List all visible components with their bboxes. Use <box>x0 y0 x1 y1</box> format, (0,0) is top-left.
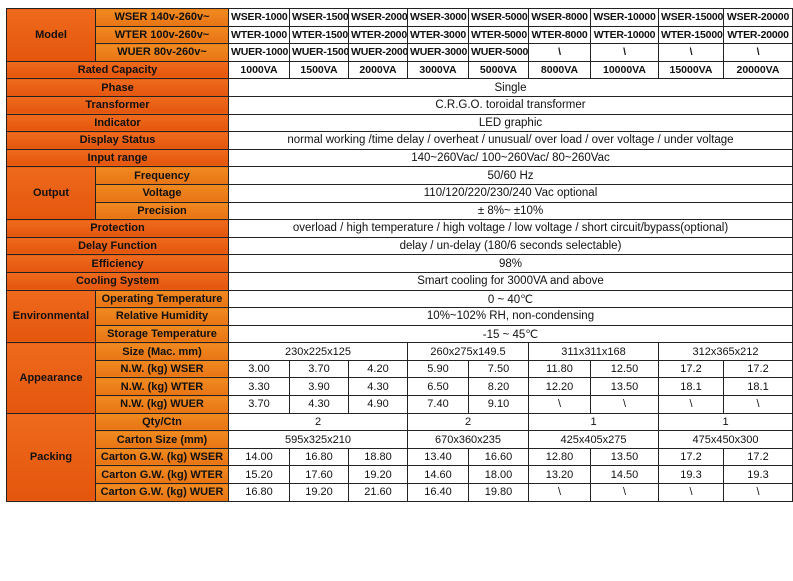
humidity-value: 10%~102% RH, non-condensing <box>229 308 793 326</box>
weight-cell: 3.70 <box>229 396 290 414</box>
weight-cell: \ <box>659 396 724 414</box>
gw-wuer-label: Carton G.W. (kg) WUER <box>96 484 229 502</box>
gross-weight-cell: 17.2 <box>724 448 793 466</box>
environmental-label: Environmental <box>7 290 96 343</box>
precision-value: ± 8%~ ±10% <box>229 202 793 220</box>
gw-wser-row <box>7 448 793 466</box>
spec-table <box>6 8 793 502</box>
model-cell: WTER-3000 <box>408 26 469 44</box>
weight-cell: 3.70 <box>290 360 349 378</box>
model-cell: WSER-1000 <box>229 9 290 27</box>
nw-wuer-row <box>7 396 793 414</box>
weight-cell: 4.30 <box>290 396 349 414</box>
weight-cell: 5.90 <box>408 360 469 378</box>
gross-weight-cell: \ <box>659 484 724 502</box>
model-cell: WTER-20000 <box>724 26 793 44</box>
gross-weight-cell: 19.3 <box>659 466 724 484</box>
input-range-row <box>7 149 793 167</box>
model-cell: WSER-8000 <box>529 9 591 27</box>
capacity-cell: 2000VA <box>349 61 408 79</box>
protection-label: Protection <box>7 220 229 238</box>
weight-cell: 3.00 <box>229 360 290 378</box>
transformer-value: C.R.G.O. toroidal transformer <box>229 96 793 114</box>
carton-size-cell: 425x405x275 <box>529 431 659 449</box>
delay-function-row <box>7 237 793 255</box>
qty-cell: 2 <box>229 413 408 431</box>
storage-temp-value: -15 ~ 45℃ <box>229 325 793 343</box>
phase-label: Phase <box>7 79 229 97</box>
gw-wser-label: Carton G.W. (kg) WSER <box>96 448 229 466</box>
storage-temp-label: Storage Temperature <box>96 325 229 343</box>
gross-weight-cell: 18.00 <box>469 466 529 484</box>
phase-value: Single <box>229 79 793 97</box>
weight-cell: 12.20 <box>529 378 591 396</box>
output-label: Output <box>7 167 96 220</box>
weight-cell: \ <box>529 396 591 414</box>
carton-size-label: Carton Size (mm) <box>96 431 229 449</box>
model-cell: WSER-1500 <box>290 9 349 27</box>
gross-weight-cell: 13.40 <box>408 448 469 466</box>
capacity-cell: 8000VA <box>529 61 591 79</box>
weight-cell: \ <box>591 396 659 414</box>
model-cell: \ <box>724 44 793 62</box>
gross-weight-cell: 13.20 <box>529 466 591 484</box>
cooling-value: Smart cooling for 3000VA and above <box>229 272 793 290</box>
model-cell: WSER-15000 <box>659 9 724 27</box>
indicator-row <box>7 114 793 132</box>
input-range-value: 140~260Vac/ 100~260Vac/ 80~260Vac <box>229 149 793 167</box>
transformer-label: Transformer <box>7 96 229 114</box>
humidity-row <box>7 308 793 326</box>
model-cell: WTER-15000 <box>659 26 724 44</box>
delay-function-label: Delay Function <box>7 237 229 255</box>
gross-weight-cell: 21.60 <box>349 484 408 502</box>
series-wuer-label: WUER 80v-260v~ <box>96 44 229 62</box>
output-frequency-row <box>7 167 793 185</box>
operating-temp-row <box>7 290 793 308</box>
weight-cell: 6.50 <box>408 378 469 396</box>
capacity-cell: 5000VA <box>469 61 529 79</box>
model-cell: WTER-8000 <box>529 26 591 44</box>
model-cell: WUER-2000 <box>349 44 408 62</box>
gross-weight-cell: 16.60 <box>469 448 529 466</box>
size-cell: 260x275x149.5 <box>408 343 529 361</box>
display-status-label: Display Status <box>7 132 229 150</box>
model-row-wuer <box>7 44 793 62</box>
humidity-label: Relative Humidity <box>96 308 229 326</box>
model-cell: WSER-20000 <box>724 9 793 27</box>
model-cell: WSER-10000 <box>591 9 659 27</box>
efficiency-row <box>7 255 793 273</box>
size-label: Size (Mac. mm) <box>96 343 229 361</box>
weight-cell: \ <box>724 396 793 414</box>
gw-wter-label: Carton G.W. (kg) WTER <box>96 466 229 484</box>
model-row-wser <box>7 9 793 27</box>
model-cell: WSER-5000 <box>469 9 529 27</box>
capacity-cell: 10000VA <box>591 61 659 79</box>
gross-weight-cell: 16.40 <box>408 484 469 502</box>
weight-cell: 18.1 <box>724 378 793 396</box>
efficiency-label: Efficiency <box>7 255 229 273</box>
gross-weight-cell: \ <box>591 484 659 502</box>
gross-weight-cell: 19.3 <box>724 466 793 484</box>
display-status-value: normal working /time delay / overheat / unusual/ over load / over voltage / under voltage <box>229 132 793 150</box>
carton-size-cell: 670x360x235 <box>408 431 529 449</box>
voltage-label: Voltage <box>96 184 229 202</box>
gross-weight-cell: \ <box>724 484 793 502</box>
weight-cell: 17.2 <box>724 360 793 378</box>
model-cell: WUER-5000 <box>469 44 529 62</box>
weight-cell: 9.10 <box>469 396 529 414</box>
cooling-row <box>7 272 793 290</box>
output-voltage-row <box>7 184 793 202</box>
size-cell: 230x225x125 <box>229 343 408 361</box>
weight-cell: 7.40 <box>408 396 469 414</box>
carton-size-cell: 475x450x300 <box>659 431 793 449</box>
gross-weight-cell: 15.20 <box>229 466 290 484</box>
cooling-label: Cooling System <box>7 272 229 290</box>
gw-wuer-row <box>7 484 793 502</box>
transformer-row <box>7 96 793 114</box>
model-cell: WSER-2000 <box>349 9 408 27</box>
efficiency-value: 98% <box>229 255 793 273</box>
weight-cell: 7.50 <box>469 360 529 378</box>
rated-capacity-label: Rated Capacity <box>7 61 229 79</box>
capacity-cell: 3000VA <box>408 61 469 79</box>
gross-weight-cell: 14.60 <box>408 466 469 484</box>
capacity-cell: 15000VA <box>659 61 724 79</box>
model-cell: WSER-3000 <box>408 9 469 27</box>
model-cell: \ <box>659 44 724 62</box>
capacity-cell: 1000VA <box>229 61 290 79</box>
carton-size-cell: 595x325x210 <box>229 431 408 449</box>
protection-value: overload / high temperature / high voltage / low voltage / short circuit/bypass(optional) <box>229 220 793 238</box>
model-cell: WTER-2000 <box>349 26 408 44</box>
weight-cell: 11.80 <box>529 360 591 378</box>
model-cell: WTER-1000 <box>229 26 290 44</box>
gross-weight-cell: 13.50 <box>591 448 659 466</box>
gross-weight-cell: 17.2 <box>659 448 724 466</box>
size-row <box>7 343 793 361</box>
storage-temp-row <box>7 325 793 343</box>
weight-cell: 18.1 <box>659 378 724 396</box>
weight-cell: 3.90 <box>290 378 349 396</box>
model-cell: WTER-5000 <box>469 26 529 44</box>
output-precision-row <box>7 202 793 220</box>
carton-size-row <box>7 431 793 449</box>
frequency-label: Frequency <box>96 167 229 185</box>
model-cell: WTER-1500 <box>290 26 349 44</box>
gross-weight-cell: 18.80 <box>349 448 408 466</box>
series-wser-label: WSER 140v-260v~ <box>96 9 229 27</box>
model-cell: WUER-1500 <box>290 44 349 62</box>
nw-wter-row <box>7 378 793 396</box>
gross-weight-cell: 12.80 <box>529 448 591 466</box>
qty-label: Qty/Ctn <box>96 413 229 431</box>
qty-cell: 2 <box>408 413 529 431</box>
gross-weight-cell: 19.80 <box>469 484 529 502</box>
weight-cell: 12.50 <box>591 360 659 378</box>
indicator-label: Indicator <box>7 114 229 132</box>
gross-weight-cell: 16.80 <box>229 484 290 502</box>
weight-cell: 13.50 <box>591 378 659 396</box>
size-cell: 312x365x212 <box>659 343 793 361</box>
indicator-value: LED graphic <box>229 114 793 132</box>
gross-weight-cell: 19.20 <box>290 484 349 502</box>
model-cell: WTER-10000 <box>591 26 659 44</box>
frequency-value: 50/60 Hz <box>229 167 793 185</box>
capacity-cell: 1500VA <box>290 61 349 79</box>
weight-cell: 4.20 <box>349 360 408 378</box>
gross-weight-cell: 19.20 <box>349 466 408 484</box>
model-label: Model <box>7 9 96 62</box>
operating-temp-label: Operating Temperature <box>96 290 229 308</box>
nw-wser-row <box>7 360 793 378</box>
size-cell: 311x311x168 <box>529 343 659 361</box>
model-row-wter <box>7 26 793 44</box>
model-cell: WUER-1000 <box>229 44 290 62</box>
gross-weight-cell: 16.80 <box>290 448 349 466</box>
delay-function-value: delay / un-delay (180/6 seconds selectable) <box>229 237 793 255</box>
precision-label: Precision <box>96 202 229 220</box>
gross-weight-cell: 14.00 <box>229 448 290 466</box>
qty-cell: 1 <box>659 413 793 431</box>
rated-capacity-row <box>7 61 793 79</box>
nw-wuer-label: N.W. (kg) WUER <box>96 396 229 414</box>
weight-cell: 4.90 <box>349 396 408 414</box>
packing-label: Packing <box>7 413 96 501</box>
gw-wter-row <box>7 466 793 484</box>
input-range-label: Input range <box>7 149 229 167</box>
gross-weight-cell: 17.60 <box>290 466 349 484</box>
weight-cell: 4.30 <box>349 378 408 396</box>
gross-weight-cell: 14.50 <box>591 466 659 484</box>
capacity-cell: 20000VA <box>724 61 793 79</box>
nw-wter-label: N.W. (kg) WTER <box>96 378 229 396</box>
weight-cell: 17.2 <box>659 360 724 378</box>
voltage-value: 110/120/220/230/240 Vac optional <box>229 184 793 202</box>
series-wter-label: WTER 100v-260v~ <box>96 26 229 44</box>
qty-cell: 1 <box>529 413 659 431</box>
weight-cell: 8.20 <box>469 378 529 396</box>
nw-wser-label: N.W. (kg) WSER <box>96 360 229 378</box>
qty-row <box>7 413 793 431</box>
display-status-row <box>7 132 793 150</box>
phase-row <box>7 79 793 97</box>
protection-row <box>7 220 793 238</box>
gross-weight-cell: \ <box>529 484 591 502</box>
operating-temp-value: 0 ~ 40℃ <box>229 290 793 308</box>
model-cell: \ <box>591 44 659 62</box>
weight-cell: 3.30 <box>229 378 290 396</box>
appearance-label: Appearance <box>7 343 96 413</box>
model-cell: WUER-3000 <box>408 44 469 62</box>
model-cell: \ <box>529 44 591 62</box>
